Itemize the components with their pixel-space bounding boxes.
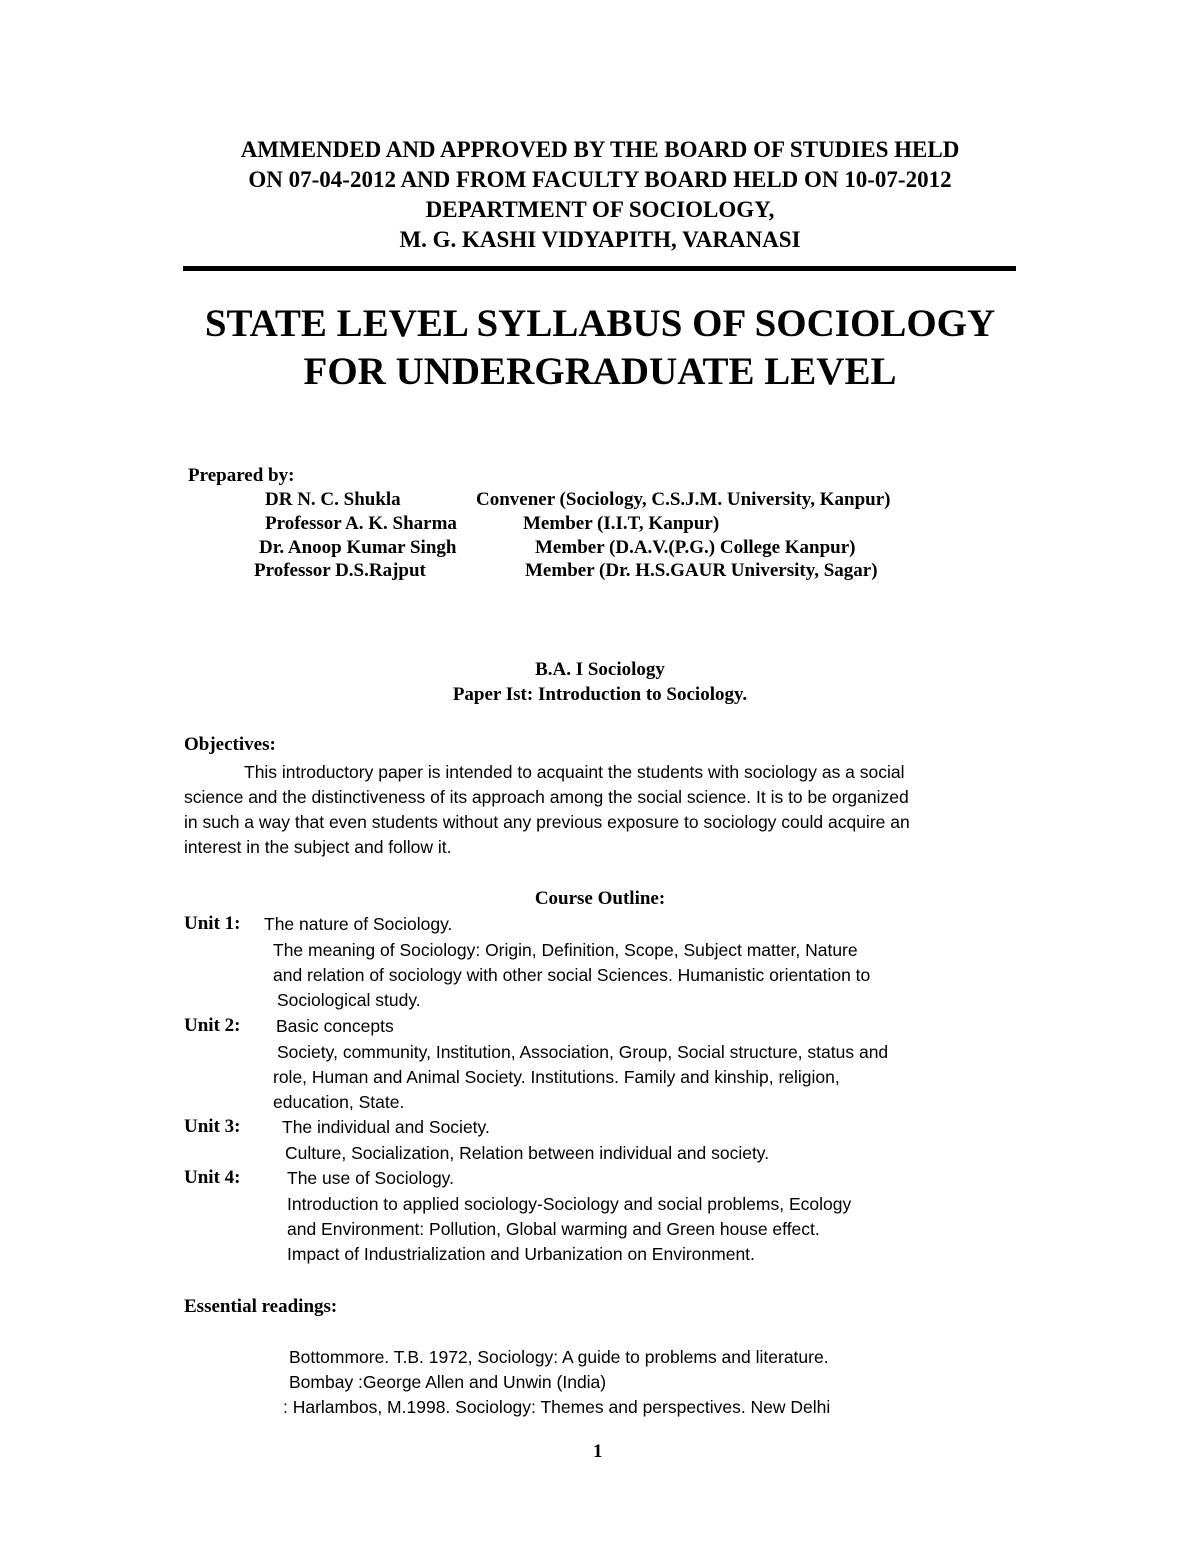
unit-label: Unit 2: — [184, 1015, 241, 1036]
preparer-role: Member (Dr. H.S.GAUR University, Sagar) — [525, 560, 878, 581]
title-line-2: FOR UNDERGRADUATE LEVEL — [303, 350, 897, 393]
prepared-by-label: Prepared by: — [188, 465, 295, 486]
unit-label: Unit 1: — [184, 913, 241, 934]
objectives-line: science and the distinctiveness of its approach among the social science. It is to be organized — [184, 787, 909, 807]
objectives-line: interest in the subject and follow it. — [184, 837, 452, 857]
objectives-line: in such a way that even students without any previous exposure to sociology could acquire an — [184, 812, 910, 832]
header-line-3: DEPARTMENT OF SOCIOLOGY, — [425, 197, 775, 222]
unit-line: education, State. — [273, 1092, 405, 1112]
header-line-1: AMMENDED AND APPROVED BY THE BOARD OF STUDIES HELD — [240, 137, 960, 162]
unit-label: Unit 4: — [184, 1167, 241, 1188]
unit-line: role, Human and Animal Society. Institutions. Family and kinship, religion, — [273, 1067, 840, 1087]
unit-line: Introduction to applied sociology-Sociology and social problems, Ecology — [287, 1194, 852, 1214]
unit-line: Culture, Socialization, Relation between individual and society. — [285, 1143, 770, 1163]
unit-line: The meaning of Sociology: Origin, Definition, Scope, Subject matter, Nature — [273, 940, 858, 960]
unit-title: The individual and Society. — [282, 1117, 490, 1137]
title-line-1: STATE LEVEL SYLLABUS OF SOCIOLOGY — [204, 302, 996, 345]
unit-line: Society, community, Institution, Association, Group, Social structure, status and — [277, 1042, 889, 1062]
reading-line: : Harlambos, M.1998. Sociology: Themes and perspectives. New Delhi — [283, 1397, 831, 1417]
unit-line: and relation of sociology with other social Sciences. Humanistic orientation to — [273, 965, 871, 985]
unit-title: The nature of Sociology. — [264, 914, 453, 934]
preparer-role: Member (D.A.V.(P.G.) College Kanpur) — [535, 537, 856, 558]
unit-line: Sociological study. — [277, 990, 421, 1010]
preparer-name: Dr. Anoop Kumar Singh — [259, 537, 457, 558]
objectives-line: This introductory paper is intended to acquaint the students with sociology as a social — [244, 762, 905, 782]
reading-line: Bombay :George Allen and Unwin (India) — [289, 1372, 607, 1392]
essential-readings-heading: Essential readings: — [184, 1296, 338, 1317]
preparer-name: DR N. C. Shukla — [265, 489, 401, 510]
header-divider — [183, 266, 1016, 271]
header-line-2: ON 07-04-2012 AND FROM FACULTY BOARD HELD ON 10-07-2012 — [248, 167, 952, 192]
course-paper: Paper Ist: Introduction to Sociology. — [452, 684, 748, 705]
reading-line: Bottommore. T.B. 1972, Sociology: A guide to problems and literature. — [289, 1347, 829, 1367]
preparer-name: Professor D.S.Rajput — [254, 560, 426, 581]
unit-title: Basic concepts — [276, 1016, 394, 1036]
header-line-4: M. G. KASHI VIDYAPITH, VARANASI — [399, 227, 801, 252]
preparer-role: Convener (Sociology, C.S.J.M. University, Kanpur) — [476, 489, 891, 510]
course-outline-heading: Course Outline: — [534, 888, 666, 909]
objectives-label: Objectives: — [184, 734, 276, 755]
unit-label: Unit 3: — [184, 1116, 241, 1137]
page-number: 1 — [593, 1441, 603, 1462]
preparer-name: Professor A. K. Sharma — [265, 513, 457, 534]
course-class: B.A. I Sociology — [535, 659, 665, 680]
preparer-role: Member (I.I.T, Kanpur) — [523, 513, 720, 534]
unit-title: The use of Sociology. — [287, 1168, 454, 1188]
unit-line: and Environment: Pollution, Global warming and Green house effect. — [287, 1219, 820, 1239]
unit-line: Impact of Industrialization and Urbanization on Environment. — [287, 1244, 755, 1264]
